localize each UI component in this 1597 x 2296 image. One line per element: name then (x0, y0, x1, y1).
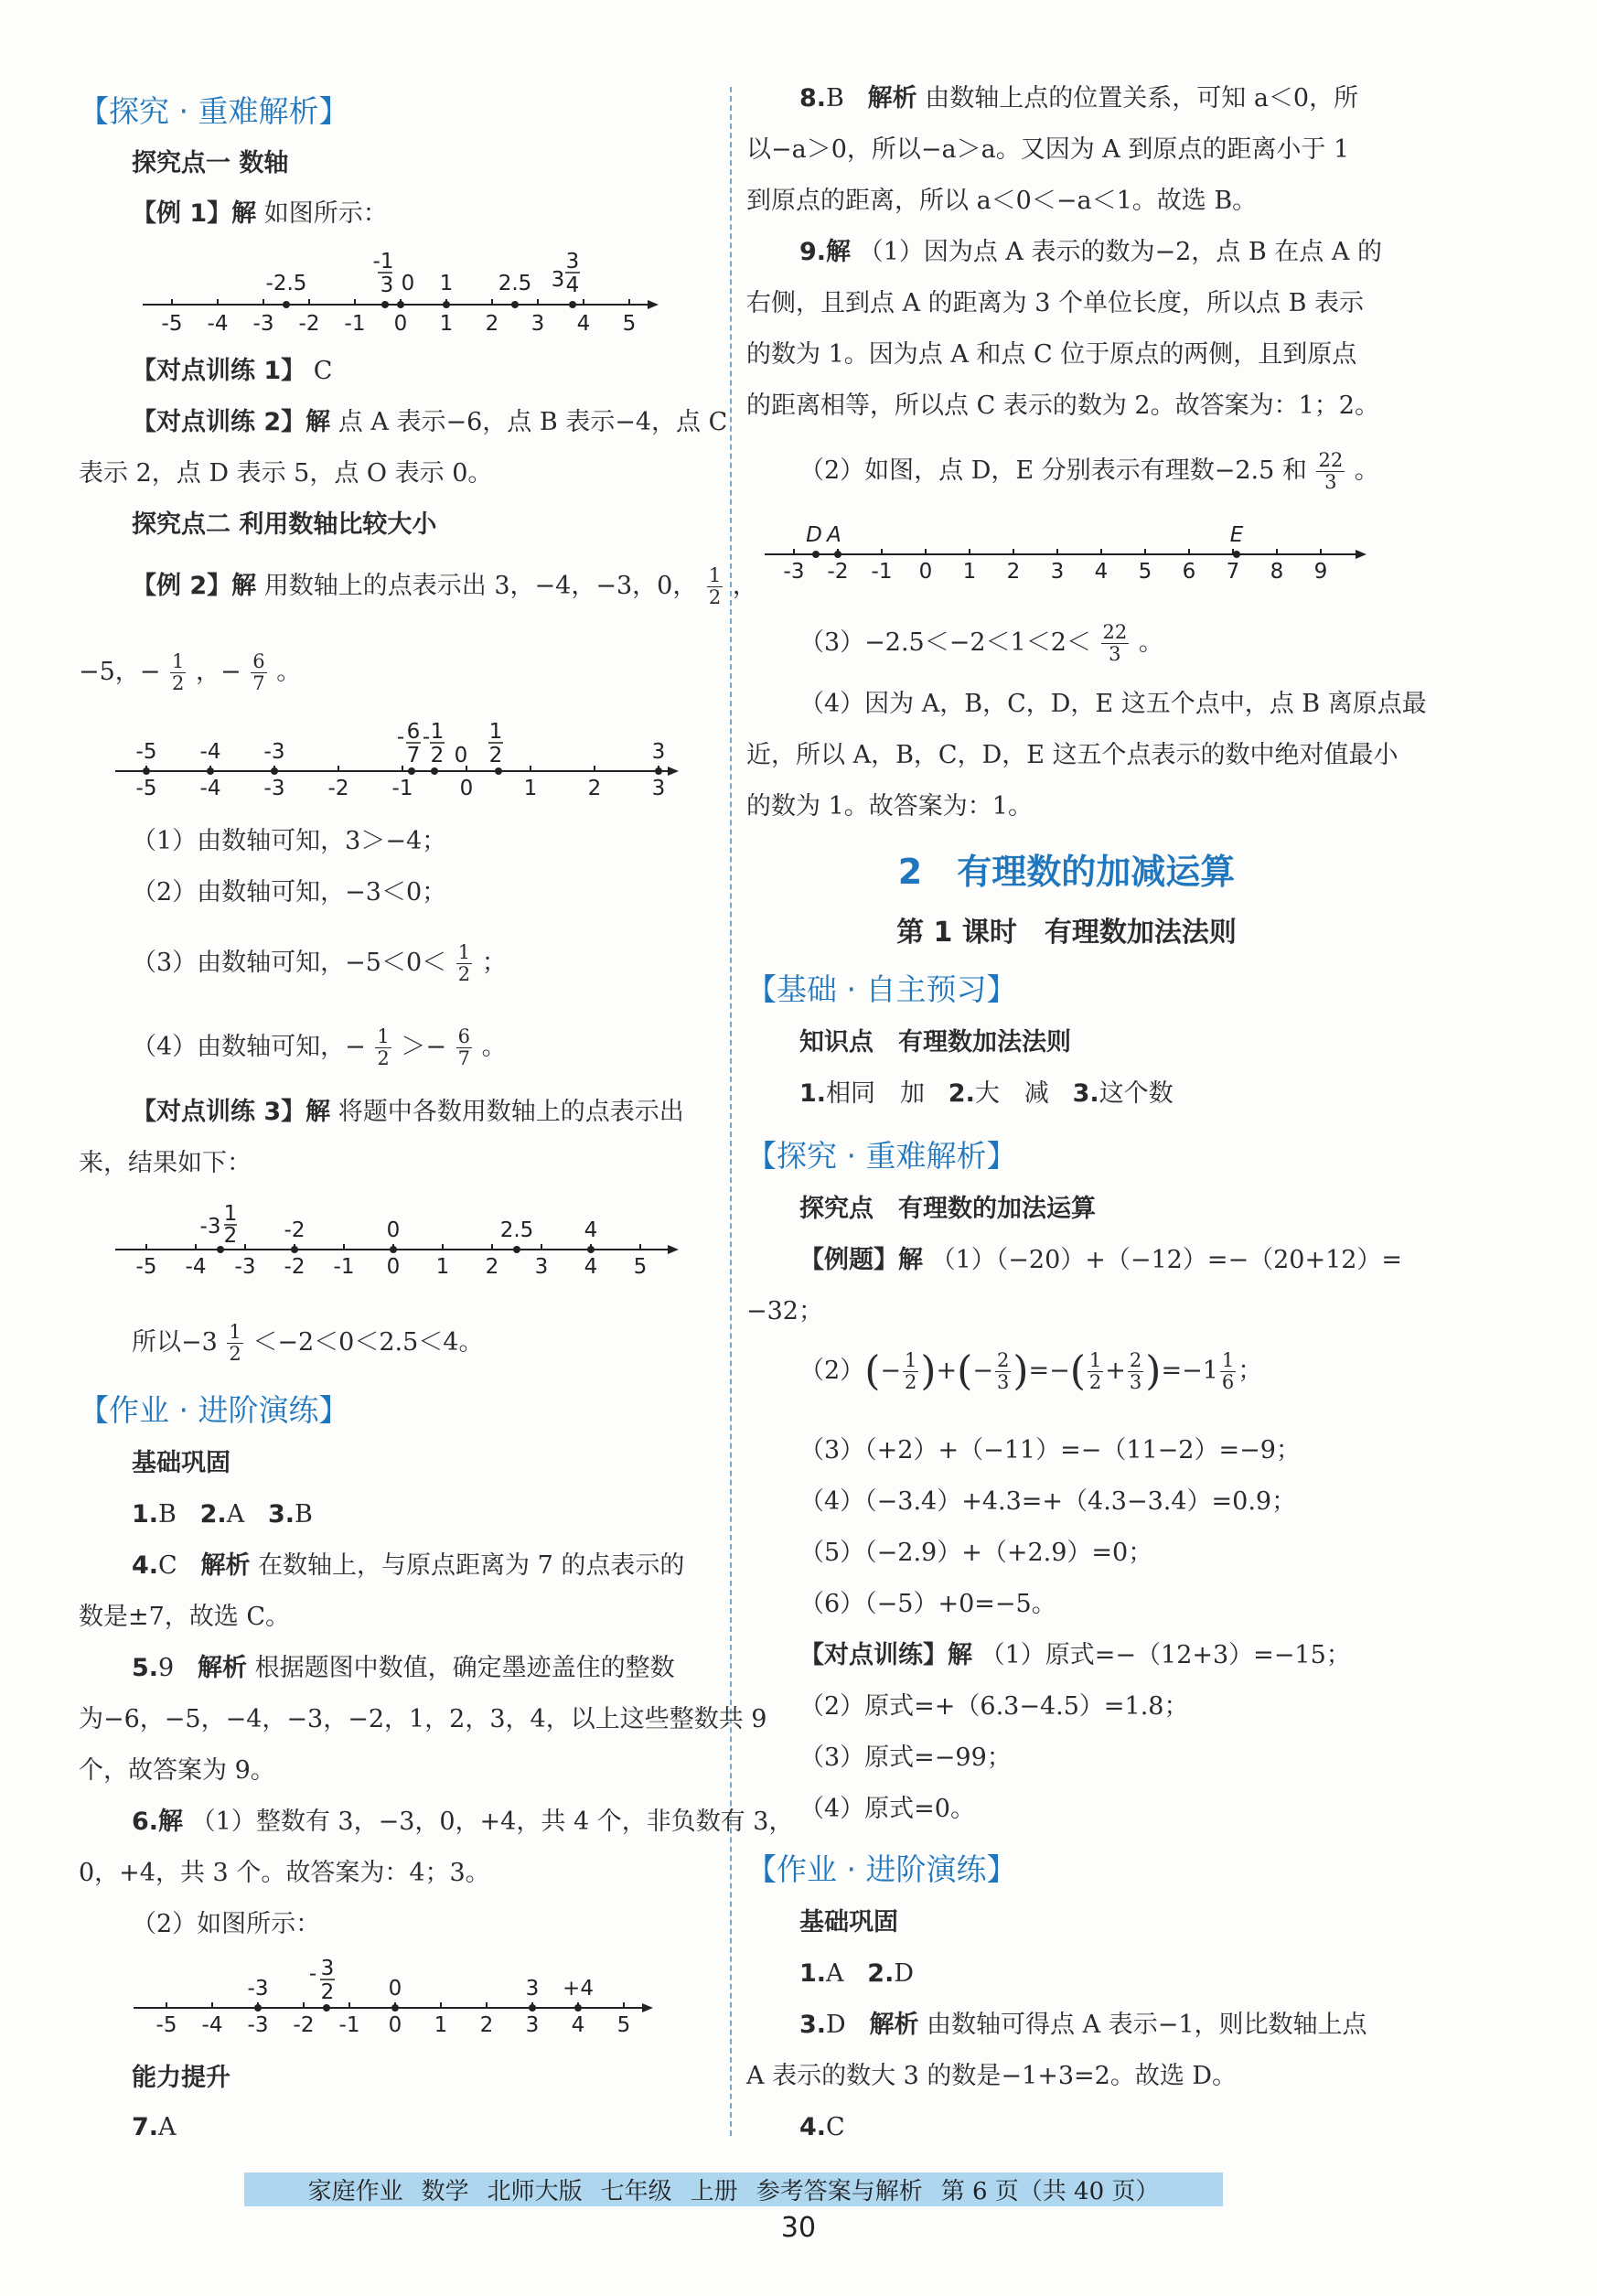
punct: ， (732, 572, 757, 601)
point-label: 1 (488, 720, 503, 744)
tick-label: 7 (1226, 560, 1240, 584)
paren: ( (957, 1347, 973, 1395)
q-ans: C (158, 1551, 177, 1580)
knowledge-point: 知识点 有理数加法法则 (799, 1028, 1071, 1057)
tick-label: -3 (783, 560, 805, 584)
number-line-5-svg (746, 520, 1387, 593)
point-label: 4 (584, 1218, 598, 1242)
point (381, 301, 389, 308)
point-label: 3 (651, 740, 666, 764)
analysis-tag: 解析 (200, 1551, 251, 1580)
number-line-5 (746, 520, 1387, 596)
q-num: 3. (1072, 1079, 1099, 1108)
q-num: 3. (799, 2011, 827, 2039)
text: 由数轴上点的位置关系，可知 a＜0，所 (925, 84, 1359, 113)
text: 用数轴上的点表示出 3，−4，−3，0， (263, 572, 698, 601)
text-line: （3）原式=−99； (799, 1743, 1012, 1772)
text-line: 0，+4，共 3 个。故答案为：4；3。 (79, 1859, 490, 1887)
number-line-2-svg (79, 718, 701, 810)
tick-label: 3 (534, 1255, 549, 1279)
training-1 (132, 359, 332, 383)
example-3-part3: （3）（+2）+（−11）=−（11−2）=−9； (799, 1436, 1301, 1465)
text-line: 数是±7，故选 C。 (79, 1603, 291, 1631)
footer-item: 北师大版 (487, 2178, 583, 2205)
training-4 (799, 1643, 1351, 1668)
point-label: 1 (439, 272, 454, 295)
footer-item: 七年级 (600, 2178, 672, 2205)
tick-label: 6 (1182, 560, 1196, 584)
tick-label: 3 (1050, 560, 1065, 584)
text-line: 个，故答案为 9。 (79, 1756, 275, 1785)
subsection-title: 能力提升 (132, 2064, 230, 2092)
chapter-title: 2 有理数的加减运算 (897, 852, 1236, 892)
tick-label: -3 (263, 777, 285, 800)
text: 所以−3 (132, 1328, 218, 1357)
q-ans: D (826, 2011, 846, 2039)
text: ＜−2＜0＜2.5＜4。 (252, 1328, 484, 1357)
text: （1）整数有 3，−3，0，+4，共 4 个，非负数有 3， (190, 1808, 794, 1836)
tick-label: 0 (393, 312, 408, 336)
fraction: $\frac{2}{3}$ (1129, 1349, 1142, 1394)
question-9-part3 (799, 622, 1163, 665)
number-line-3 (79, 1196, 701, 1292)
text-line: 以−a＞0，所以−a＞a。又因为 A 到原点的距离小于 1 (746, 135, 1350, 164)
tick-label: -3 (252, 312, 274, 336)
tick-label: -4 (207, 312, 229, 336)
text-line: 来，结果如下： (79, 1149, 252, 1177)
tick-label: 0 (459, 777, 474, 800)
text: （3）由数轴可知，−5＜0＜ (132, 949, 447, 978)
example-3-part4: （4）（−3.4）+4.3=+（4.3−3.4）=0.9； (799, 1487, 1297, 1516)
point-label: 2 (320, 1980, 335, 2004)
tick-label: 1 (435, 1255, 450, 1279)
tick-label: 3 (531, 312, 545, 336)
tick-label: 1 (523, 777, 538, 800)
tick-label: 8 (1270, 560, 1284, 584)
text: 在数轴上，与原点距离为 7 的点表示的 (258, 1551, 685, 1580)
footer-item: 家庭作业 (307, 2178, 403, 2205)
subsection-title: 探究点 有理数的加法运算 (799, 1195, 1096, 1223)
neg-sign: - (396, 725, 405, 749)
point-label: -3 (263, 740, 285, 764)
q-ans: B (158, 1500, 177, 1529)
example-tag: 【例 1】解 (132, 199, 257, 228)
fraction: $\frac{1}{2}$ (1088, 1349, 1102, 1394)
point-label: 2.5 (498, 272, 532, 295)
training-tag: 【对点训练】解 (799, 1641, 972, 1669)
training-tag: 【对点训练 2】解 (132, 408, 331, 436)
tick-label: -5 (161, 312, 183, 336)
q-num: 7. (132, 2113, 159, 2141)
point-label: E (1229, 523, 1244, 547)
q-num: 4. (132, 1551, 159, 1580)
text: 根据题图中数值，确定墨迹盖住的整数 (254, 1654, 675, 1682)
question-6 (132, 1809, 793, 1834)
text: + (1105, 1357, 1126, 1386)
q-ans: A (226, 1500, 245, 1529)
number-line-1-svg (79, 242, 664, 343)
text: （2）如图，点 D，E 分别表示有理数−2.5 和 (799, 456, 1307, 486)
paren: ( (864, 1347, 881, 1395)
tick-label: -4 (199, 777, 221, 800)
number-line-2 (79, 718, 701, 813)
fraction: $\frac{1}{2}$ (708, 564, 722, 609)
answers-1-3 (132, 1502, 313, 1527)
q-ans: 9 (158, 1654, 175, 1682)
subsection-title: 探究点一 数轴 (132, 149, 289, 177)
section-heading: 【作业 · 进阶演练】 (79, 1392, 349, 1428)
neg-sign: - (308, 1962, 317, 1986)
q-num: 2. (199, 1500, 227, 1529)
fraction: $\frac{22}{3}$ (1102, 621, 1128, 666)
tick-label: 5 (616, 2013, 631, 2037)
tick-label: -4 (201, 2013, 223, 2037)
tick-label: -2 (284, 1255, 305, 1279)
section-heading: 【基础 · 自主预习】 (746, 971, 1017, 1007)
point-label: 3 (320, 1957, 335, 1980)
text: 。 (481, 1033, 507, 1062)
point (511, 301, 519, 308)
example-tag: 【例题】解 (799, 1246, 923, 1274)
text: 将题中各数用数轴上的点表示出 (338, 1098, 684, 1126)
text: （1）因为点 A 表示的数为−2，点 B 在点 A 的 (858, 238, 1382, 266)
q-ans: A (158, 2113, 177, 2141)
point-label: +4 (563, 1977, 594, 2001)
tick-label: 2 (1006, 560, 1021, 584)
fraction: $\frac{1}{2}$ (229, 1321, 241, 1366)
tick-label: -5 (135, 1255, 157, 1279)
question-9 (799, 240, 1382, 264)
q-num: 2. (948, 1079, 975, 1108)
point-label: -1 (372, 250, 394, 274)
tick-label: 0 (388, 2013, 402, 2037)
tick-label: -2 (298, 312, 320, 336)
point (569, 301, 576, 308)
tick-label: 1 (962, 560, 977, 584)
q-num: 4. (799, 2113, 827, 2141)
tick-label: 3 (651, 777, 666, 800)
text-line: 的距离相等，所以点 C 表示的数为 2。故答案为：1；2。 (746, 392, 1379, 420)
question-7 (132, 2115, 177, 2140)
subsection-title: 探究点二 利用数轴比较大小 (132, 510, 437, 539)
text-line: （4）因为 A，B，C，D，E 这五个点中，点 B 离原点最 (799, 690, 1427, 718)
analysis-tag: 解析 (867, 84, 917, 113)
tick-label: -2 (293, 2013, 315, 2037)
point (397, 301, 404, 308)
point-label: 0 (386, 1218, 401, 1242)
tick-label: 4 (571, 2013, 585, 2037)
tick-label: -5 (155, 2013, 177, 2037)
point-label: -2 (284, 1218, 305, 1242)
fraction: $\frac{1}{2}$ (457, 941, 471, 986)
text-line: A 表示的数大 3 的数是−1+3=2。故选 D。 (746, 2062, 1238, 2090)
text: 。 (1354, 456, 1379, 486)
q-num: 9. (799, 238, 827, 266)
q-num: 1. (799, 1079, 827, 1108)
paren: ) (920, 1347, 937, 1395)
tick-label: 5 (1138, 560, 1152, 584)
text-line: （4）原式=0。 (799, 1795, 975, 1823)
text: + (936, 1357, 958, 1386)
q-ans: A (826, 1959, 844, 1988)
tick-label: 2 (485, 1255, 499, 1279)
text: （2） (799, 1357, 865, 1386)
analysis-tag: 解析 (197, 1654, 247, 1682)
text: 。 (276, 658, 302, 687)
q-ans: 相同 加 (826, 1079, 926, 1108)
tick-label: 4 (1094, 560, 1109, 584)
question-5 (132, 1656, 675, 1680)
q-num: 3. (267, 1500, 295, 1529)
training-3-result (132, 1322, 483, 1365)
point-label: 0 (401, 272, 415, 295)
fraction: $\frac{2}{3}$ (996, 1349, 1010, 1394)
fraction: $\frac{22}{3}$ (1318, 449, 1344, 494)
knowledge-answers (799, 1081, 1174, 1106)
answers-1-2 (799, 1961, 914, 1986)
point (283, 301, 290, 308)
solution-tag: 解 (826, 238, 852, 266)
example-2-line1 (132, 565, 757, 608)
tick-label: 1 (434, 2013, 448, 2037)
example-3-part2 (799, 1347, 1263, 1395)
point-label: 3 (380, 274, 394, 297)
conclusion-4 (132, 1026, 507, 1069)
tick-label: -1 (333, 1255, 355, 1279)
point-label: 4 (565, 274, 580, 297)
q-ans: B (826, 84, 844, 113)
example-3-part5: （5）（−2.9）+（+2.9）=0； (799, 1539, 1153, 1567)
text: − (880, 1357, 901, 1386)
text: ； (481, 949, 507, 978)
text-line: （2）如图所示： (132, 1910, 321, 1938)
point-label: 3 (565, 250, 580, 274)
question-r4 (799, 2115, 845, 2140)
tick-label: -2 (827, 560, 849, 584)
footer-item: 数学 (421, 2178, 469, 2205)
section-heading: 【探究 · 重难解析】 (79, 93, 349, 129)
question-4 (132, 1553, 684, 1578)
point-label: -2.5 (265, 272, 307, 295)
section-heading: 【探究 · 重难解析】 (746, 1138, 1017, 1174)
question-r3 (799, 2012, 1367, 2037)
tick-label: 0 (918, 560, 933, 584)
q-ans: 大 减 (974, 1079, 1049, 1108)
tick-label: -1 (391, 777, 413, 800)
text-line: 的数为 1。因为点 A 和点 C 位于原点的两侧，且到原点 (746, 340, 1357, 369)
footer-bar (244, 2173, 1223, 2206)
neg-sign: - (422, 725, 431, 749)
q-ans: 这个数 (1099, 1079, 1174, 1108)
text: （4）由数轴可知，− (132, 1033, 366, 1062)
number-line-3-svg (79, 1196, 701, 1288)
fraction: $\frac{1}{2}$ (377, 1025, 390, 1070)
text-line: 表示 2，点 D 表示 5，点 O 表示 0。 (79, 459, 493, 488)
conclusion-2: （2）由数轴可知，−3＜0； (132, 878, 447, 907)
text: =−1 (1161, 1357, 1218, 1386)
point-label: 2.5 (499, 1218, 534, 1242)
tick-label: 5 (622, 312, 637, 336)
text: ，− (196, 658, 241, 687)
analysis-tag: 解析 (869, 2011, 919, 2039)
point-label: 1 (223, 1202, 238, 1226)
point-label: 2 (488, 744, 503, 767)
point-label: 6 (406, 720, 421, 744)
text: 点 A 表示−6，点 B 表示−4，点 C (338, 408, 728, 436)
q-num: 5. (132, 1654, 159, 1682)
point-label: -3 (199, 1215, 221, 1239)
paren: ) (1013, 1347, 1029, 1395)
tick-label: 9 (1313, 560, 1328, 584)
q-ans: C (826, 2113, 845, 2141)
point-label: 3 (525, 1977, 540, 2001)
fraction: $\frac{1}{2}$ (172, 650, 185, 695)
text: ＞− (401, 1033, 446, 1062)
point-label: 2 (223, 1224, 238, 1248)
tick-label: 1 (439, 312, 454, 336)
section-heading: 【作业 · 进阶演练】 (746, 1851, 1017, 1887)
q-ans: B (294, 1500, 313, 1529)
tick-label: 3 (525, 2013, 540, 2037)
text: （3）−2.5＜−2＜1＜2＜ (799, 628, 1091, 658)
tick-label: 4 (584, 1255, 598, 1279)
text-line: −32； (746, 1297, 823, 1325)
subsection-title: 基础巩固 (132, 1449, 230, 1477)
page-number: 30 (780, 2212, 817, 2244)
example-tag: 【例 2】解 (132, 572, 257, 601)
point-label: -4 (199, 740, 221, 764)
lesson-title: 第 1 课时 有理数加法法则 (896, 917, 1237, 949)
point-label: 0 (388, 1977, 402, 2001)
tick-label: -1 (871, 560, 893, 584)
training-2 (132, 410, 727, 435)
text-line: 近，所以 A，B，C，D，E 这五个点表示的数中绝对值最小 (746, 741, 1399, 769)
number-line-1 (79, 242, 664, 347)
arrow (648, 300, 659, 309)
text-line: （2）原式=+（6.3−4.5）=1.8； (799, 1692, 1189, 1721)
point-label: 0 (454, 744, 468, 767)
number-line-4-svg (79, 1953, 701, 2044)
text: ； (1238, 1357, 1263, 1386)
q-num: 1. (799, 1959, 827, 1988)
footer-item: 第 6 页（共 40 页） (940, 2178, 1160, 2205)
text: 由数轴可得点 A 表示−1，则比数轴上点 (927, 2011, 1367, 2039)
tick-label: 2 (485, 312, 499, 336)
training-3 (132, 1100, 684, 1124)
answer: C (313, 357, 333, 385)
text: −5，− (79, 658, 161, 687)
point-label: -5 (135, 740, 157, 764)
tick-label: -1 (338, 2013, 360, 2037)
point-label: 1 (430, 720, 445, 744)
footer-item: 参考答案与解析 (756, 2178, 923, 2205)
example-3-part6: （6）（−5）+0=−5。 (799, 1590, 1056, 1618)
conclusion-3 (132, 942, 507, 985)
fraction: $\frac{1}{6}$ (1221, 1349, 1235, 1394)
paren: ) (1145, 1347, 1162, 1395)
tick-label: 5 (633, 1255, 648, 1279)
tick-label: 4 (576, 312, 591, 336)
fraction: $\frac{6}{7}$ (252, 650, 265, 695)
conclusion-1: （1）由数轴可知，3＞−4； (132, 827, 447, 855)
point (443, 301, 450, 308)
example-3-line1 (799, 1248, 1402, 1272)
tick-label: -1 (344, 312, 366, 336)
text-line: 右侧，且到点 A 的距离为 3 个单位长度，所以点 B 表示 (746, 289, 1365, 317)
q-num: 8. (799, 84, 827, 113)
point-label: -3 (247, 1977, 269, 2001)
tick-label: -5 (135, 777, 157, 800)
fraction: $\frac{1}{2}$ (904, 1349, 917, 1394)
paren: ( (1069, 1347, 1086, 1395)
text: （1）原式=−（12+3）=−15； (980, 1641, 1351, 1669)
question-8 (799, 86, 1358, 111)
example-1 (132, 201, 388, 226)
text: （1）（−20）+（−12）=−（20+12）= (930, 1246, 1403, 1274)
example-2-line2 (79, 651, 301, 694)
number-line-4 (79, 1953, 701, 2048)
subsection-title: 基础巩固 (799, 1908, 898, 1937)
point-label: 3 (551, 268, 565, 292)
tick-label: -2 (327, 777, 349, 800)
point-label: D (806, 523, 822, 547)
training-tag: 【对点训练 3】解 (132, 1098, 331, 1126)
q-ans: D (894, 1959, 914, 1988)
point-label: 7 (406, 744, 421, 767)
training-tag: 【对点训练 1】 (132, 357, 306, 385)
tick-label: 0 (386, 1255, 401, 1279)
text-line: 到原点的距离，所以 a＜0＜−a＜1。故选 B。 (746, 187, 1258, 215)
tick-label: -4 (185, 1255, 207, 1279)
tick-label: -3 (247, 2013, 269, 2037)
text: − (972, 1357, 993, 1386)
footer-item: 上册 (690, 2178, 738, 2205)
question-9-part2 (799, 450, 1379, 493)
text: 。 (1138, 628, 1163, 658)
point-label: 2 (430, 744, 445, 767)
point-label: A (827, 523, 841, 547)
tick-label: 2 (587, 777, 602, 800)
solution-tag: 解 (158, 1808, 184, 1836)
example-text: 如图所示： (263, 199, 388, 228)
text-line: 的数为 1。故答案为：1。 (746, 792, 1033, 821)
tick-label: 2 (479, 2013, 494, 2037)
fraction: $\frac{6}{7}$ (457, 1025, 470, 1070)
tick-label: -3 (234, 1255, 256, 1279)
q-num: 1. (132, 1500, 159, 1529)
text-line: 为−6，−5，−4，−3，−2，1，2，3，4，以上这些整数共 9 (79, 1705, 767, 1733)
q-num: 2. (867, 1959, 895, 1988)
q-num: 6. (132, 1808, 159, 1836)
text: =− (1028, 1357, 1070, 1386)
